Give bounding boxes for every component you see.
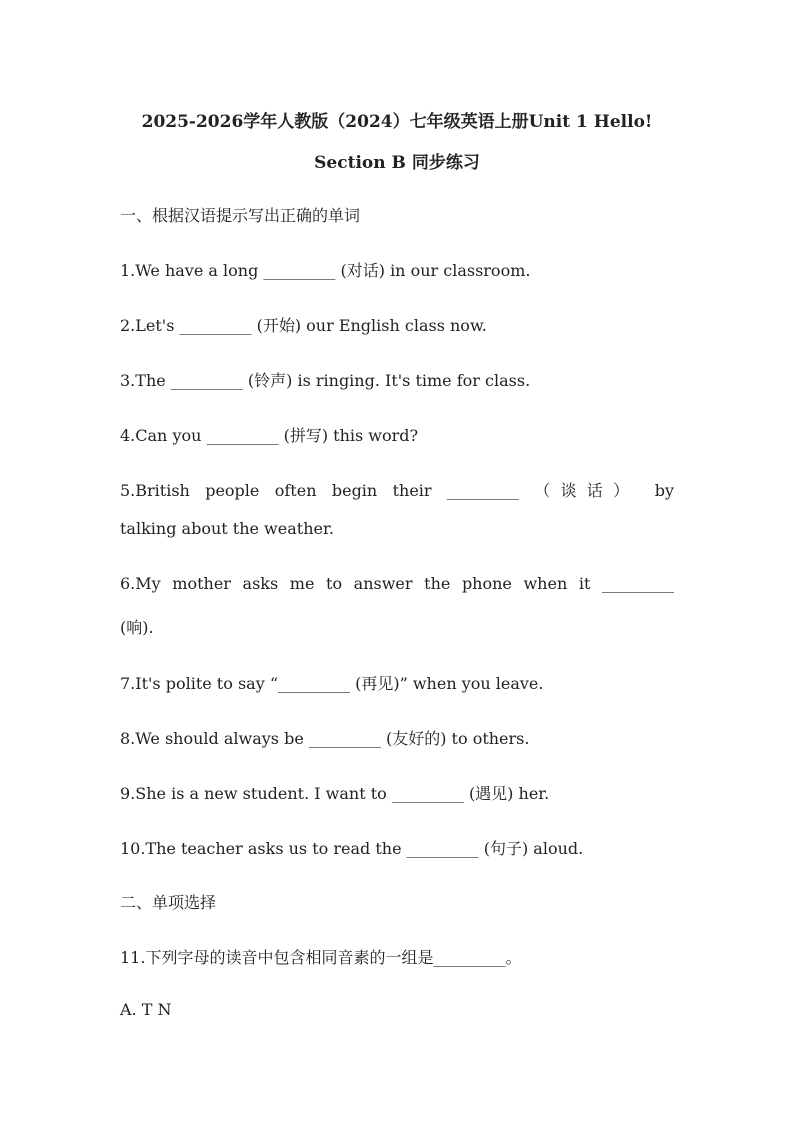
section-2-heading: 二、单项选择 xyxy=(120,893,217,912)
question-8: 8.We should always be _________ (友好的) to others. xyxy=(120,729,530,748)
question-1: 1.We have a long _________ (对话) in our classroom. xyxy=(120,261,531,280)
question-5-line-1: 5.British people often begin their _________ （谈话） by xyxy=(120,481,674,500)
option-a: A. T N xyxy=(120,1000,172,1019)
section-1-heading: 一、根据汉语提示写出正确的单词 xyxy=(120,206,361,225)
question-11: 11.下列字母的读音中包含相同音素的一组是_________。 xyxy=(120,948,522,967)
question-6-line-1: 6.My mother asks me to answer the phone when it _________ xyxy=(120,574,674,593)
question-2: 2.Let's _________ (开始) our English class now. xyxy=(120,316,487,335)
question-5-line-2: talking about the weather. xyxy=(120,519,334,538)
question-10: 10.The teacher asks us to read the _________ (句子) aloud. xyxy=(120,839,584,858)
document-title: 2025-2026学年人教版（2024）七年级英语上册Unit 1 Hello! xyxy=(141,112,653,132)
question-9: 9.She is a new student. I want to _________ (遇见) her. xyxy=(120,784,550,803)
question-7: 7.It's polite to say “_________ (再见)” when you leave. xyxy=(120,674,544,693)
document-subtitle: Section B 同步练习 xyxy=(314,153,480,173)
question-4: 4.Can you _________ (拼写) this word? xyxy=(120,426,419,445)
question-6-line-2: (响). xyxy=(120,618,154,637)
question-3: 3.The _________ (铃声) is ringing. It's time for class. xyxy=(120,371,531,390)
